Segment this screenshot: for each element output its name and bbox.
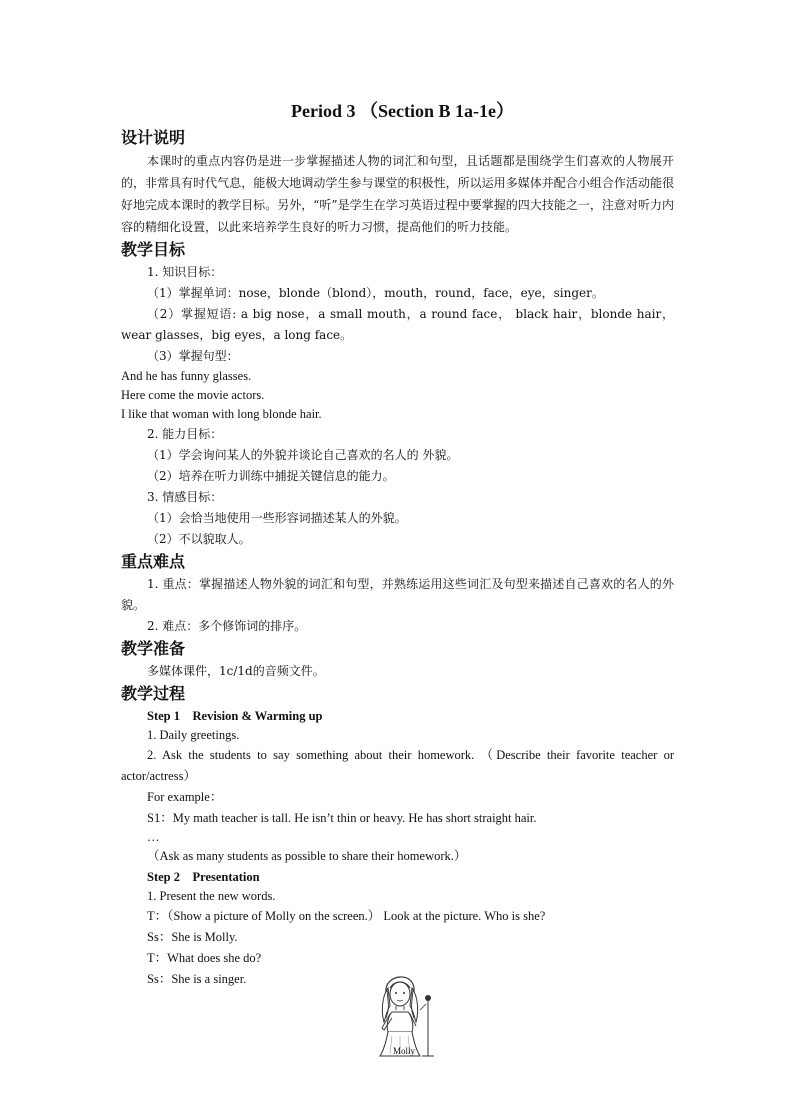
key-point: 1. 重点：掌握描述人物外貌的词汇和句型，并熟练运用这些词汇及句型来描述自己喜欢的名人的外貌。: [121, 577, 674, 612]
step-1-item-c: For example：: [147, 790, 223, 804]
ability-goal-1: （1）学会询问某人的外貌并谈论自己喜欢的名人的 外貌。: [147, 448, 459, 462]
step-2-item-c: Ss：She is Molly.: [147, 930, 238, 944]
step-2-item-e: Ss：She is a singer.: [147, 972, 247, 986]
sentence-3: I like that woman with long blonde hair.: [121, 407, 322, 421]
step-2-item-d: T：What does she do?: [147, 951, 262, 965]
step-1-item-b: 2. Ask the students to say something about their homework. （Describe their favorite teacher or actor/actress）: [121, 748, 674, 783]
knowledge-goal-words: （1）掌握单词：nose，blonde（blond），mouth，round，face，eye，singer。: [147, 286, 604, 300]
ability-goal-2: （2）培养在听力训练中捕捉关键信息的能力。: [147, 469, 395, 483]
document-page: [121, 96, 674, 990]
section-heading-prep: 教学准备: [121, 639, 186, 658]
step-1-item-d: S1：My math teacher is tall. He isn’t thin or heavy. He has short straight hair.: [147, 811, 537, 825]
molly-singer-illustration: [372, 966, 442, 1058]
step-2-item-a: 1. Present the new words.: [147, 889, 276, 903]
section-heading-goals: 教学目标: [121, 240, 186, 259]
knowledge-goal-phrases: （2）掌握短语: a big nose，a small mouth，a round face， black hair，blonde hair，wear glasses，big eyes，a long face。: [121, 307, 674, 342]
prep-text: 多媒体课件，1c/1d的音频文件。: [147, 664, 325, 678]
step-2-item-b: T：（Show a picture of Molly on the screen.） Look at the picture. Who is she?: [147, 909, 546, 923]
section-heading-process: 教学过程: [121, 684, 186, 703]
difficult-point: 2. 难点：多个修饰词的排序。: [147, 619, 307, 633]
knowledge-goal-title: 1. 知识目标：: [147, 265, 223, 279]
ability-goal-title: 2. 能力目标：: [147, 427, 223, 441]
page-title: Period 3 （Section B 1a-1e）: [291, 101, 514, 121]
emotion-goal-title: 3. 情感目标：: [147, 490, 223, 504]
step-1-heading: Step 1 Revision & Warming up: [147, 709, 323, 723]
step-1-item-a: 1. Daily greetings.: [147, 728, 240, 742]
design-paragraph: 本课时的重点内容仍是进一步掌握描述人物的词汇和句型，且话题都是围绕学生们喜欢的人物展开的，非常具有时代气息，能极大地调动学生参与课堂的积极性，所以运用多媒体并配合小组合作活动能很好地完成本课时的教学目标。另外，“听”是学生在学习英语过程中要掌握的四大技能之一，注意对听力内容的精细化设置，以此来培养学生良好的听力习惯，提高他们的听力技能。: [121, 154, 674, 234]
step-2-heading: Step 2 Presentation: [147, 870, 260, 884]
knowledge-goal-sentences: （3）掌握句型：: [147, 349, 239, 363]
sentence-2: Here come the movie actors.: [121, 388, 265, 402]
emotion-goal-2: （2）不以貌取人。: [147, 532, 251, 546]
sentence-1: And he has funny glasses.: [121, 369, 252, 383]
step-1-item-f: （Ask as many students as possible to share their homework.）: [147, 849, 467, 863]
emotion-goal-1: （1）会恰当地使用一些形容词描述某人的外貌。: [147, 511, 407, 525]
section-heading-key: 重点难点: [121, 552, 186, 571]
section-heading-design: 设计说明: [121, 128, 186, 147]
step-1-item-e: …: [147, 830, 160, 844]
figure-caption: Molly: [392, 1046, 415, 1056]
